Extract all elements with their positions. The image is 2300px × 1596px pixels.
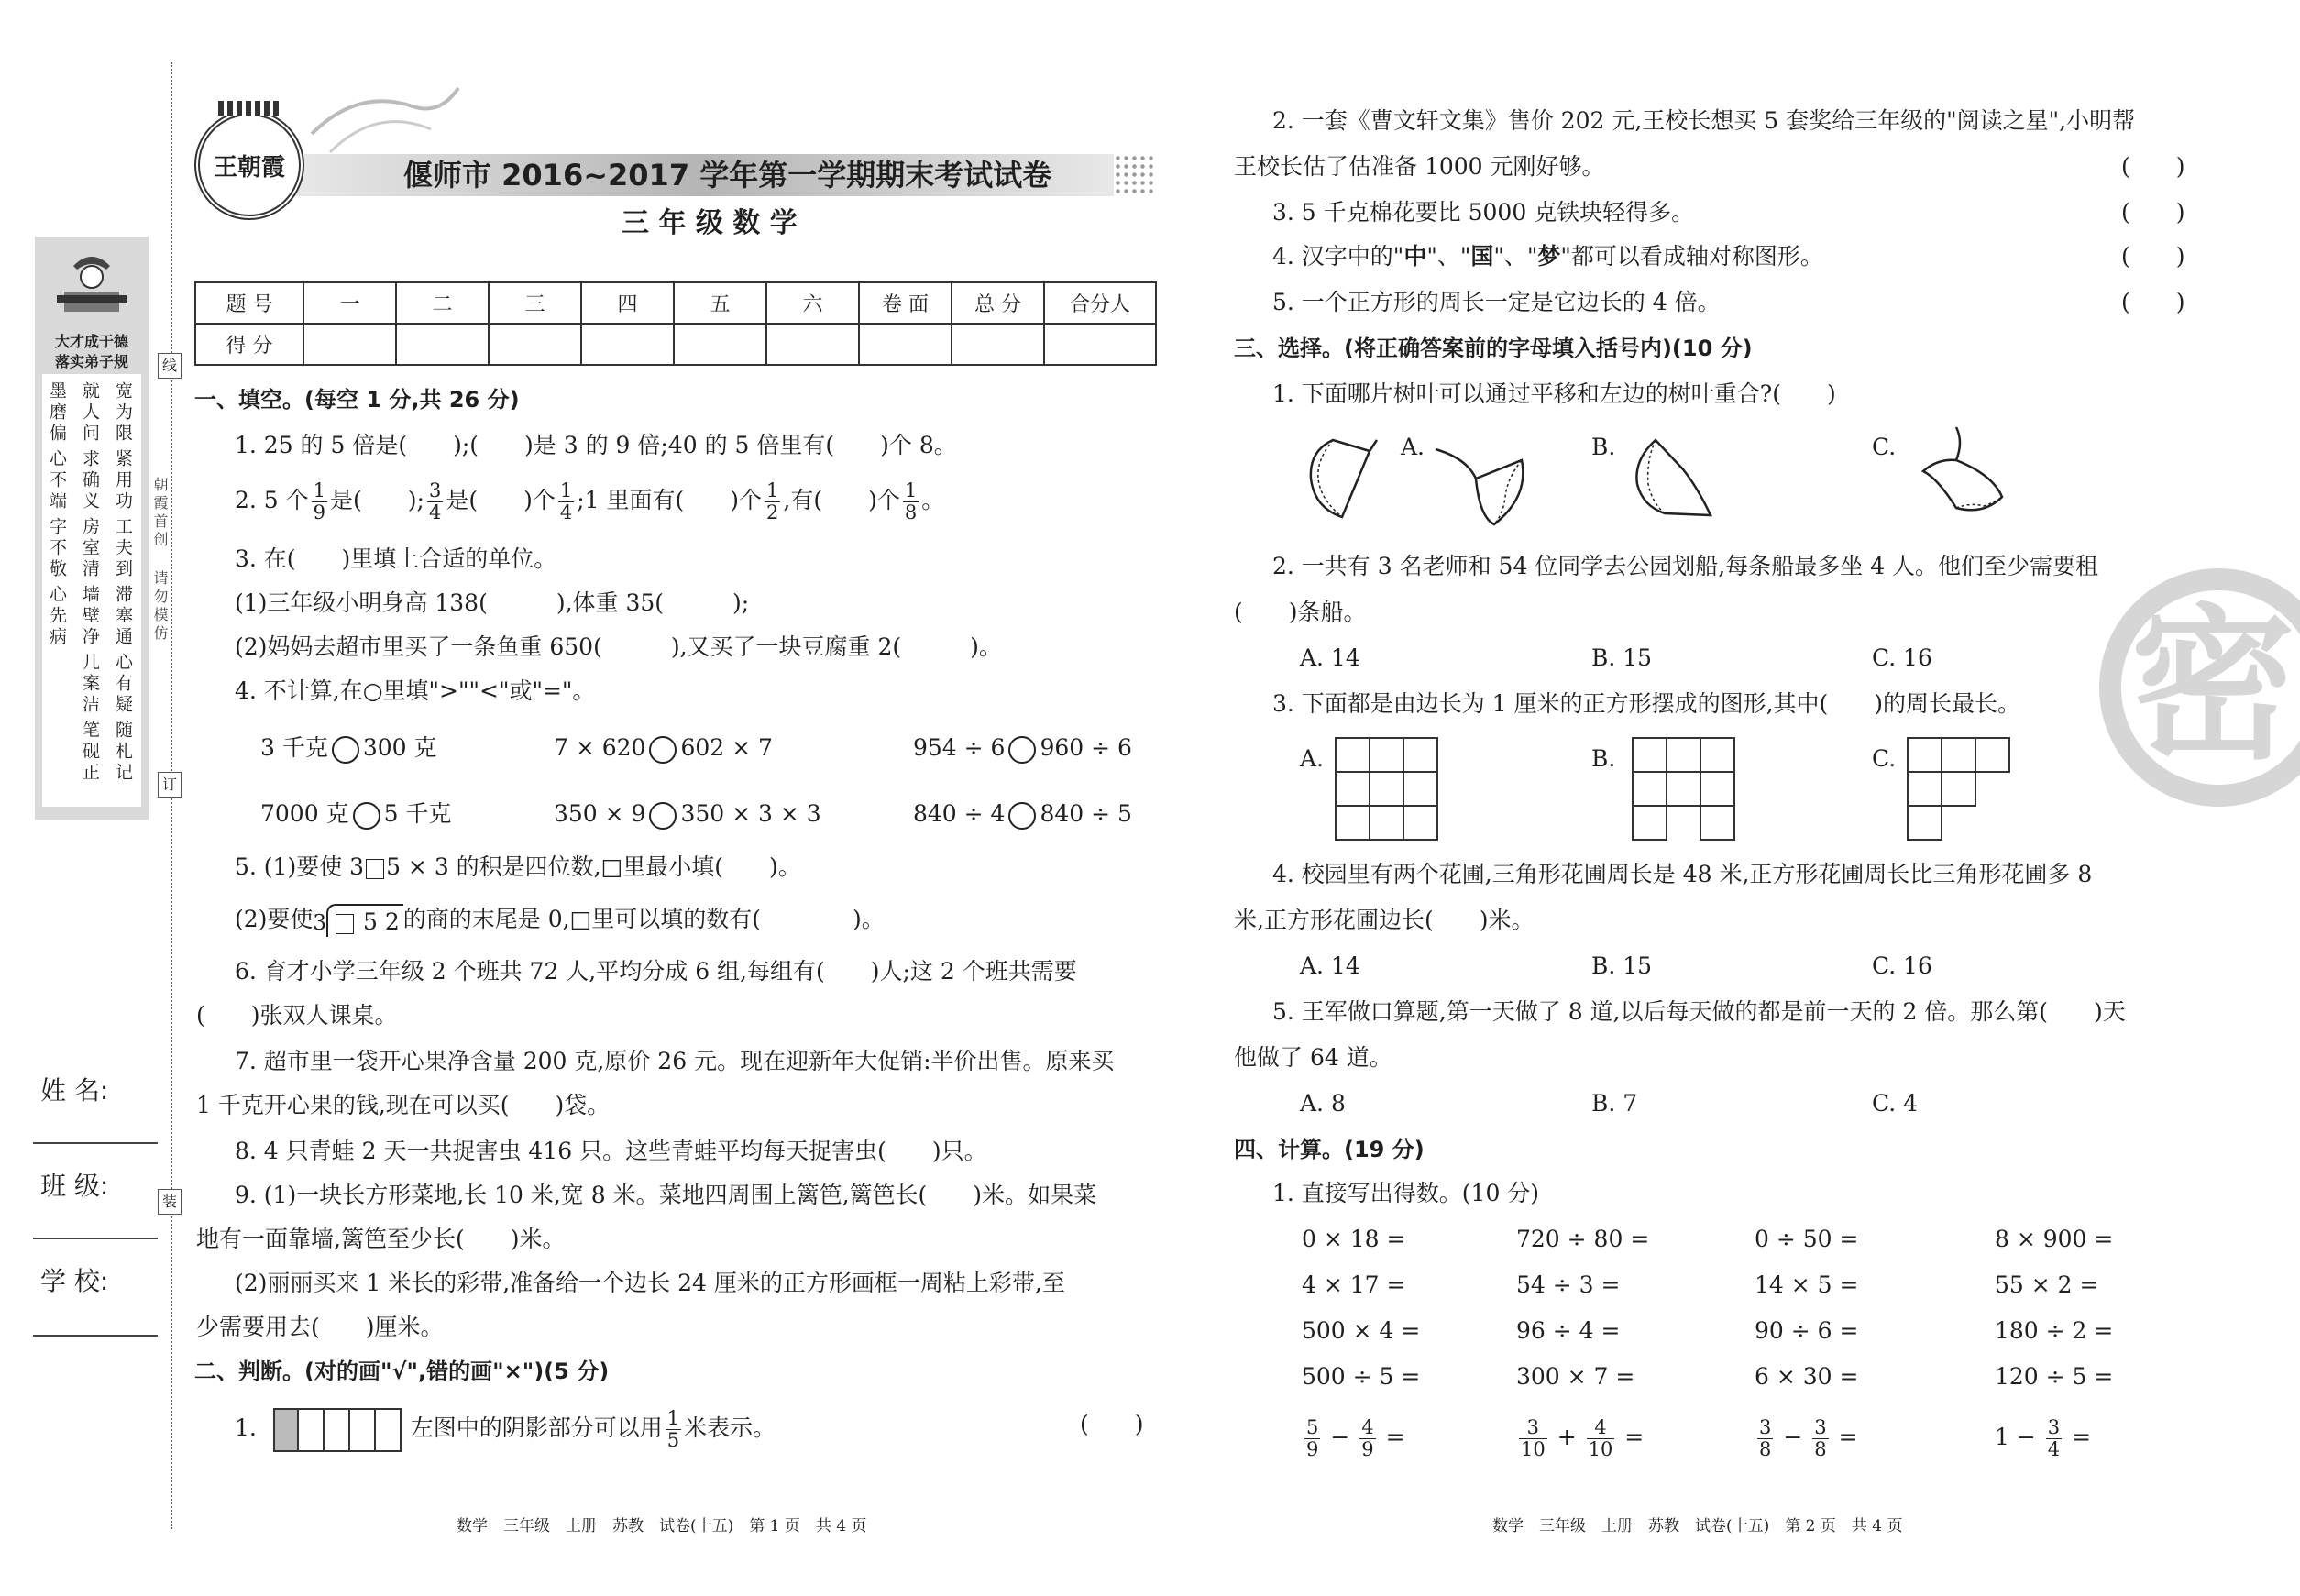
calc-item: 0 × 18 = — [1302, 1226, 1406, 1252]
compare-circle[interactable] — [332, 736, 359, 764]
logo-text: 王朝霞 — [213, 154, 285, 182]
class-line[interactable] — [33, 1238, 158, 1239]
q7-line1: 7. 超市里一袋开心果净含量 200 克,原价 26 元。现在迎新年大促销:半价出售。原来买 — [235, 1048, 1115, 1074]
stamp-text: 密 — [2130, 590, 2296, 782]
fraction: $\frac{1}{8}$ — [904, 479, 918, 523]
choice-2-opt-c[interactable]: C. 16 — [1872, 644, 1932, 671]
motto-top: 大才成于德 — [54, 333, 128, 350]
fraction: $\frac{3}{10}$ — [1521, 1416, 1546, 1460]
motto-col: 墙壁净 — [80, 585, 100, 648]
q5-1: 5. (1)要使 3 5 × 3 的积是四位数,□里最小填( )。 — [235, 853, 801, 880]
judge-3-answer[interactable]: ( ) — [2121, 199, 2185, 226]
motto-col: 字不敬 — [47, 517, 67, 580]
choice-5-line2: 他做了 64 道。 — [1234, 1044, 1392, 1071]
q9-line2: 地有一面靠墙,篱笆至少长( )米。 — [196, 1226, 566, 1252]
score-input[interactable] — [766, 324, 859, 365]
q9-line3: (2)丽丽买来 1 米长的彩带,准备给一个边长 24 厘米的正方形画框一周粘上彩带,至 — [235, 1270, 1065, 1296]
q4: 4. 不计算,在○里填">""<"或"="。 — [235, 677, 596, 704]
judge-2-line1: 2. 一套《曹文轩文集》售价 202 元,王校长想买 5 套奖给三年级的"阅读之星",小明帮 — [1272, 107, 2136, 134]
leaf-option-c[interactable] — [1910, 424, 2011, 524]
compare-4: 7000 克 5 千克 — [260, 799, 451, 830]
title-band-dots — [1114, 154, 1155, 196]
table-cell: 题 号 — [195, 282, 303, 324]
motto-panel — [35, 237, 149, 820]
q8: 8. 4 只青蛙 2 天一共捉害虫 416 只。这些青蛙平均每天捉害虫( )只。 — [235, 1138, 987, 1164]
score-table-score-row — [195, 324, 1156, 365]
calc-item: 0 ÷ 50 = — [1755, 1226, 1859, 1252]
calc-1-heading: 1. 直接写出得数。(10 分) — [1272, 1180, 1540, 1206]
motto-col: 滞塞通 — [113, 585, 133, 648]
calc-item: 6 × 30 = — [1755, 1363, 1859, 1390]
frac-calc-1: $\frac{5}{9}$ − $\frac{4}{9}$ = — [1306, 1416, 1405, 1460]
digit-box[interactable] — [366, 859, 384, 879]
motto-col: 就人问 — [80, 381, 100, 445]
name-line[interactable] — [33, 1142, 158, 1144]
score-table-header-row — [195, 282, 1156, 324]
judge-4-answer[interactable]: ( ) — [2121, 243, 2185, 270]
motto-col: 紧用功 — [113, 449, 133, 512]
table-cell: 二 — [396, 282, 489, 324]
motto-col: 笔砚正 — [80, 721, 100, 784]
judge-2-line2: 王校长估了估准备 1000 元刚好够。 — [1234, 153, 1605, 180]
score-input[interactable] — [859, 324, 952, 365]
section-4-heading: 四、计算。(19 分) — [1234, 1137, 1425, 1162]
score-input[interactable] — [1044, 324, 1156, 365]
digit-box[interactable] — [336, 914, 354, 934]
shape-c[interactable] — [1907, 737, 2010, 841]
q9-line1: 9. (1)一块长方形菜地,长 10 米,宽 8 米。菜地四周围上篱笆,篱笆长( )米。如果菜 — [235, 1182, 1097, 1208]
table-cell: 卷 面 — [859, 282, 952, 324]
page-1-footer: 数学 三年级 上册 苏教 试卷(十五) 第 1 页 共 4 页 — [457, 1517, 867, 1535]
q2-text: 2. 5 个 — [235, 487, 309, 513]
compare-circle[interactable] — [353, 802, 380, 830]
motto-col: 几案洁 — [80, 653, 100, 716]
table-cell: 一 — [303, 282, 396, 324]
fraction: $\frac{4}{10}$ — [1588, 1416, 1613, 1460]
fraction: $\frac{3}{4}$ — [2047, 1416, 2061, 1460]
judge-5-answer[interactable]: ( ) — [2121, 289, 2185, 315]
leaf-option-a-label: A. — [1401, 434, 1425, 460]
section-3-heading: 三、选择。(将正确答案前的字母填入括号内)(10 分) — [1234, 336, 1753, 361]
score-table — [194, 281, 1157, 366]
choice-4-opt-c[interactable]: C. 16 — [1872, 952, 1932, 979]
cut-mark-1: 线 — [158, 353, 182, 379]
compare-5: 350 × 9 350 × 3 × 3 — [554, 799, 821, 830]
frac-calc-3: $\frac{3}{8}$ − $\frac{3}{8}$ = — [1759, 1416, 1858, 1460]
score-input[interactable] — [489, 324, 581, 365]
q3-1: (1)三年级小明身高 138( ),体重 35( ); — [235, 589, 750, 616]
q2-text: 是( )个 — [446, 487, 556, 513]
q2 — [235, 479, 944, 523]
motto-col: 求确义 — [80, 449, 100, 512]
section-2-heading: 二、判断。(对的画"√",错的画"×")(5 分) — [194, 1359, 610, 1384]
judge-4: 4. 汉字中的"中"、"国"、"梦"都可以看成轴对称图形。 — [1272, 243, 1823, 270]
leaf-option-b[interactable] — [1628, 433, 1720, 524]
score-input[interactable] — [303, 324, 396, 365]
motto-col: 心先病 — [47, 585, 67, 648]
choice-2-line2: ( )条船。 — [1234, 599, 1367, 625]
motto-bottom: 落实弟子规 — [54, 353, 128, 370]
choice-2-opt-b[interactable]: B. 15 — [1591, 644, 1653, 671]
compare-circle[interactable] — [1008, 802, 1036, 830]
choice-4-opt-b[interactable]: B. 15 — [1591, 952, 1653, 979]
q6-line2: ( )张双人课桌。 — [196, 1002, 398, 1029]
leaf-original — [1305, 433, 1379, 524]
choice-4-opt-a[interactable]: A. 14 — [1300, 952, 1360, 979]
leaf-option-c-label: C. — [1872, 434, 1897, 460]
fraction: $\frac{1}{5}$ — [666, 1407, 680, 1451]
score-input[interactable] — [396, 324, 489, 365]
choice-3: 3. 下面都是由边长为 1 厘米的正方形摆成的图形,其中( )的周长最长。 — [1272, 690, 2021, 717]
compare-1: 3 千克 300 克 — [260, 733, 437, 764]
section-1-heading: 一、填空。(每空 1 分,共 26 分) — [194, 387, 520, 413]
choice-3-opt-a-label: A. — [1300, 745, 1325, 772]
table-cell: 总 分 — [952, 282, 1044, 324]
leaf-option-a[interactable] — [1430, 442, 1531, 534]
calc-item: 8 × 900 = — [1995, 1226, 2114, 1252]
motto-col: 宽为限 — [113, 381, 133, 445]
table-cell: 合分人 — [1044, 282, 1156, 324]
q1: 1. 25 的 5 倍是( );( )是 3 的 9 倍;40 的 5 倍里有( )个 8。 — [235, 432, 957, 458]
score-input[interactable] — [952, 324, 1044, 365]
compare-3: 954 ÷ 6 960 ÷ 6 — [913, 733, 1132, 764]
q6-line1: 6. 育才小学三年级 2 个班共 72 人,平均分成 6 组,每组有( )人;这 2 个班共需要 — [235, 958, 1077, 985]
tab-label-2: 请勿模仿 — [151, 570, 169, 644]
school-line[interactable] — [33, 1335, 158, 1337]
motto-col: 心有疑 — [113, 653, 133, 716]
motto-col: 工夫到 — [113, 517, 133, 580]
school-label: 学 校: — [40, 1266, 109, 1296]
class-label: 班 级: — [40, 1171, 109, 1201]
tab-label-1: 朝霞首创 — [151, 477, 169, 550]
table-cell: 三 — [489, 282, 581, 324]
calc-item: 90 ÷ 6 = — [1755, 1317, 1859, 1344]
q2-text: 。 — [921, 487, 945, 513]
choice-5-line1: 5. 王军做口算题,第一天做了 8 道,以后每天做的都是前一天的 2 倍。那么第( )天 — [1272, 998, 2126, 1025]
table-cell: 六 — [766, 282, 859, 324]
motto-columns — [42, 374, 141, 807]
choice-4-line2: 米,正方形花圃边长( )米。 — [1234, 907, 1535, 933]
compare-circle[interactable] — [649, 736, 677, 764]
fraction: $\frac{4}{9}$ — [1361, 1416, 1374, 1460]
judge-1-answer[interactable]: ( ) — [1080, 1411, 1144, 1437]
calc-item: 500 ÷ 5 = — [1302, 1363, 1421, 1390]
q5-2: (2)要使3 5 2 的商的末尾是 0,□里可以填的数有( )。 — [235, 904, 885, 938]
choice-5-opt-a[interactable]: A. 8 — [1300, 1090, 1346, 1117]
calc-item: 14 × 5 = — [1755, 1271, 1859, 1298]
leaf-option-b-label: B. — [1591, 434, 1616, 460]
q7-line2: 1 千克开心果的钱,现在可以买( )袋。 — [196, 1092, 611, 1118]
page-2-footer: 数学 三年级 上册 苏教 试卷(十五) 第 2 页 共 4 页 — [1492, 1517, 1903, 1535]
q9-line4: 少需要用去( )厘米。 — [196, 1314, 444, 1340]
score-input[interactable] — [674, 324, 766, 365]
motto-col: 随札记 — [113, 721, 133, 784]
calc-item: 96 ÷ 4 = — [1516, 1317, 1621, 1344]
score-input[interactable] — [581, 324, 674, 365]
table-cell: 五 — [674, 282, 766, 324]
fraction: $\frac{1}{2}$ — [766, 479, 779, 523]
name-label: 姓 名: — [40, 1075, 109, 1106]
q3: 3. 在( )里填上合适的单位。 — [235, 545, 557, 572]
frac-calc-2: $\frac{3}{10}$ + $\frac{4}{10}$ = — [1521, 1416, 1645, 1460]
shaded-strip — [273, 1408, 402, 1452]
compare-6: 840 ÷ 4 840 ÷ 5 — [913, 799, 1132, 830]
fraction: $\frac{1}{4}$ — [559, 479, 573, 523]
shape-b[interactable] — [1632, 737, 1735, 841]
calc-item: 720 ÷ 80 = — [1516, 1226, 1650, 1252]
choice-3-opt-c-label: C. — [1872, 745, 1897, 772]
table-cell: 四 — [581, 282, 674, 324]
fraction: $\frac{5}{9}$ — [1306, 1416, 1319, 1460]
shape-a[interactable] — [1335, 737, 1438, 841]
judge-2-answer[interactable]: ( ) — [2121, 153, 2185, 180]
logo-crown — [218, 101, 282, 116]
fraction: $\frac{3}{8}$ — [1814, 1416, 1827, 1460]
choice-2-opt-a[interactable]: A. 14 — [1300, 644, 1360, 671]
calc-item: 120 ÷ 5 = — [1995, 1363, 2114, 1390]
frac-calc-4: 1 − $\frac{3}{4}$ = — [1995, 1416, 2092, 1460]
judge-3: 3. 5 千克棉花要比 5000 克铁块轻得多。 — [1272, 199, 1695, 226]
logo-seal — [194, 110, 304, 220]
choice-1: 1. 下面哪片树叶可以通过平移和左边的树叶重合?( ) — [1272, 380, 1836, 407]
compare-circle[interactable] — [649, 802, 677, 830]
q2-text: ;1 里面有( )个 — [577, 487, 763, 513]
q2-text: ,有( )个 — [783, 487, 900, 513]
fraction: $\frac{3}{4}$ — [428, 479, 442, 523]
calc-item: 300 × 7 = — [1516, 1363, 1635, 1390]
calc-item: 500 × 4 = — [1302, 1317, 1421, 1344]
cut-mark-3: 装 — [158, 1189, 182, 1215]
choice-5-opt-c[interactable]: C. 4 — [1872, 1090, 1919, 1117]
compare-2: 7 × 620 602 × 7 — [554, 733, 773, 764]
choice-3-opt-b-label: B. — [1591, 745, 1616, 772]
motto-col: 心不端 — [47, 449, 67, 512]
cut-mark-2: 订 — [158, 772, 182, 798]
fraction: $\frac{1}{9}$ — [313, 479, 326, 523]
calc-item: 4 × 17 = — [1302, 1271, 1406, 1298]
motto-col: 墨磨偏 — [47, 381, 67, 445]
calc-item: 55 × 2 = — [1995, 1271, 2099, 1298]
calc-item: 180 ÷ 2 = — [1995, 1317, 2114, 1344]
confidential-stamp — [2099, 568, 2300, 807]
calc-item: 54 ÷ 3 = — [1516, 1271, 1621, 1298]
scholar-illustration — [46, 248, 138, 321]
exam-title: 偃师市 2016~2017 学年第一学期期末考试试卷 — [403, 158, 1052, 193]
judge-1: 1. 左图中的阴影部分可以用 $\frac{1}{5}$ 米表示。 — [235, 1407, 776, 1451]
choice-2-line1: 2. 一共有 3 名老师和 54 位同学去公园划船,每条船最多坐 4 人。他们至少需要租 — [1272, 553, 2099, 579]
compare-circle[interactable] — [1008, 736, 1036, 764]
ribbon-decoration — [303, 79, 468, 161]
table-cell: 得 分 — [195, 324, 303, 365]
long-division: 3 5 2 — [313, 904, 402, 938]
choice-4-line1: 4. 校园里有两个花圃,三角形花圃周长是 48 米,正方形花圃周长比三角形花圃多 8 — [1272, 861, 2093, 887]
exam-subtitle: 三 年 级 数 学 — [622, 207, 798, 239]
q2-text: 是( ); — [330, 487, 424, 513]
motto-col: 房室清 — [80, 517, 100, 580]
fraction: $\frac{3}{8}$ — [1759, 1416, 1772, 1460]
q3-2: (2)妈妈去超市里买了一条鱼重 650( ),又买了一块豆腐重 2( )。 — [235, 633, 1002, 660]
judge-5: 5. 一个正方形的周长一定是它边长的 4 倍。 — [1272, 289, 1721, 315]
choice-5-opt-b[interactable]: B. 7 — [1591, 1090, 1638, 1117]
